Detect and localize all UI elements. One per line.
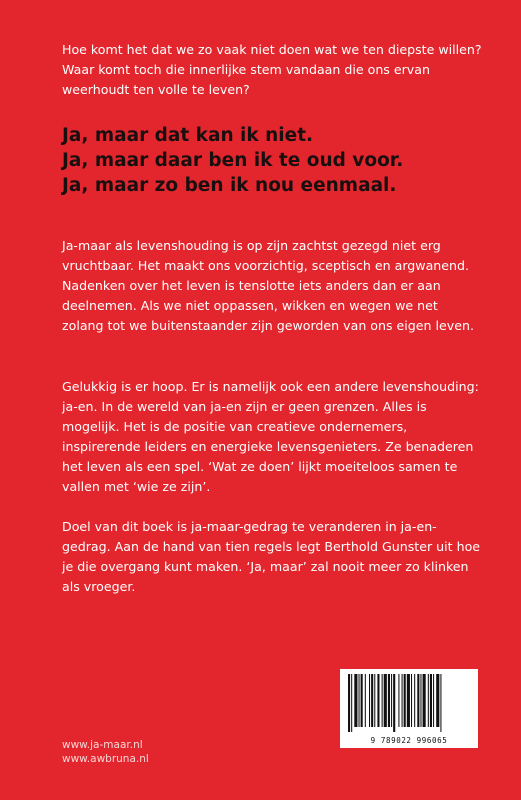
intro-text: Hoe komt het dat we zo vaak niet doen wat we ten diepste willen? Waar komt toch die innerlijke stem vandaan die ons ervan weerhoudt ten volle te leven?: [62, 42, 482, 97]
quote-line: Ja, maar zo ben ik nou eenmaal.: [62, 175, 397, 196]
barcode-bar: [382, 674, 383, 727]
barcode-bar: [369, 674, 370, 727]
barcode-bar: [411, 674, 412, 727]
barcode-bar: [361, 674, 363, 727]
barcode-bar: [365, 674, 366, 727]
barcode-bar: [348, 674, 350, 732]
barcode-bar: [423, 674, 426, 727]
barcode-bar: [354, 674, 357, 727]
barcode-bars: [340, 669, 478, 735]
barcode-bar: [404, 674, 406, 727]
quote-line: Ja, maar dat kan ik niet.: [62, 125, 314, 146]
website-link[interactable]: www.awbruna.nl: [62, 753, 149, 765]
body-paragraph: Doel van dit boek is ja-maar-gedrag te veranderen in ja-en-gedrag. Aan de hand van tien regels legt Berthold Gunster uit hoe je die overgang kunt maken. ‘Ja, maar’ zal nooit meer zo klinken als vroeger.: [62, 519, 481, 594]
barcode-bar: [351, 674, 352, 732]
barcode-bar: [402, 674, 403, 727]
barcode-bar: [384, 674, 387, 727]
barcode-bar: [428, 674, 429, 727]
barcode-number: 9 789022 996065: [370, 736, 448, 745]
barcode-bar: [388, 674, 390, 727]
barcode-bar: [377, 674, 379, 727]
website-links: [62, 738, 149, 766]
barcode-bar: [371, 674, 373, 727]
barcode-bar: [440, 674, 441, 732]
barcode-bar: [436, 674, 439, 727]
barcode-bar: [407, 674, 410, 727]
website-link[interactable]: www.ja-maar.nl: [62, 739, 143, 751]
barcode-bar: [398, 674, 399, 727]
barcode-bar: [391, 674, 392, 727]
barcode-bar: [417, 674, 419, 727]
barcode-bar: [414, 674, 415, 727]
barcode-bar: [433, 674, 434, 727]
barcode-bar: [359, 674, 360, 727]
barcode-bar: [374, 674, 375, 727]
body-paragraph: Gelukkig is er hoop. Er is namelijk ook een andere levenshouding: ja-en. In de wereld van ja-en zijn er geen grenzen. Alles is mogelijk. Het is de positie van creatieve ondernemers, inspirerende leiders en energieke levensgenieters. Ze benaderen het leven als een spel. ‘Wat ze doen’ lijkt moeiteloos samen te vallen met ‘wie ze zijn’.: [62, 379, 479, 494]
quote-line: Ja, maar daar ben ik te oud voor.: [62, 150, 404, 171]
barcode-bar: [393, 674, 395, 732]
barcode: [340, 669, 478, 748]
quote-block: [62, 123, 502, 198]
body-paragraph: Ja-maar als levenshouding is op zijn zachtst gezegd niet erg vruchtbaar. Het maakt ons voorzichtig, sceptisch en argwanend. Nadenken over het leven is tenslotte iets anders dan er aan deelnemen. Als we niet oppassen, wikken en wegen we net zolang tot we buitenstaander zijn geworden van ons eigen leven.: [62, 238, 474, 333]
barcode-bar: [430, 674, 432, 727]
barcode-bar: [420, 674, 421, 727]
